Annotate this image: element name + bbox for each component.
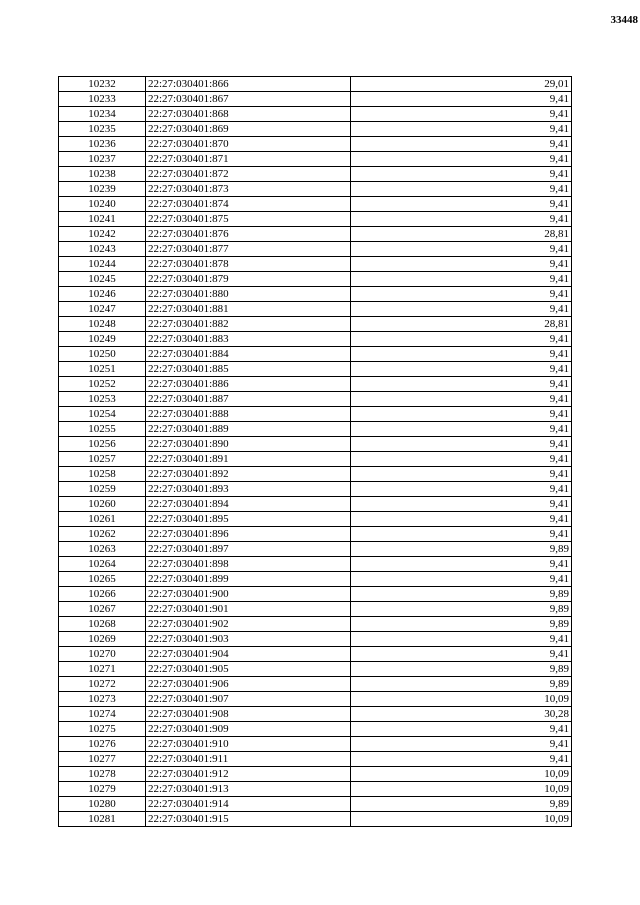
cadastral-number-cell: 22:27:030401:889 [146, 422, 351, 437]
value-cell: 9,89 [351, 677, 572, 692]
cadastral-number-cell: 22:27:030401:879 [146, 272, 351, 287]
table-row [59, 812, 572, 827]
table-row [59, 182, 572, 197]
row-number-cell: 10258 [59, 467, 146, 482]
row-number-cell: 10279 [59, 782, 146, 797]
row-number-cell: 10243 [59, 242, 146, 257]
cadastral-number-cell: 22:27:030401:874 [146, 197, 351, 212]
cadastral-number-cell: 22:27:030401:869 [146, 122, 351, 137]
value-cell: 9,41 [351, 452, 572, 467]
cadastral-number-cell: 22:27:030401:875 [146, 212, 351, 227]
cadastral-number-cell: 22:27:030401:903 [146, 632, 351, 647]
value-cell: 30,28 [351, 707, 572, 722]
table-row [59, 377, 572, 392]
cadastral-number-cell: 22:27:030401:872 [146, 167, 351, 182]
cadastral-number-cell: 22:27:030401:866 [146, 77, 351, 92]
value-cell: 9,41 [351, 287, 572, 302]
table-row [59, 677, 572, 692]
value-cell: 9,41 [351, 152, 572, 167]
cadastral-number-cell: 22:27:030401:902 [146, 617, 351, 632]
cadastral-number-cell: 22:27:030401:910 [146, 737, 351, 752]
row-number-cell: 10260 [59, 497, 146, 512]
row-number-cell: 10239 [59, 182, 146, 197]
row-number-cell: 10237 [59, 152, 146, 167]
table-row [59, 467, 572, 482]
table-row [59, 617, 572, 632]
row-number-cell: 10262 [59, 527, 146, 542]
value-cell: 9,41 [351, 92, 572, 107]
cadastral-number-cell: 22:27:030401:888 [146, 407, 351, 422]
table-row [59, 437, 572, 452]
row-number-cell: 10276 [59, 737, 146, 752]
table-row [59, 242, 572, 257]
value-cell: 9,41 [351, 437, 572, 452]
cadastral-number-cell: 22:27:030401:873 [146, 182, 351, 197]
row-number-cell: 10251 [59, 362, 146, 377]
table-row [59, 542, 572, 557]
row-number-cell: 10232 [59, 77, 146, 92]
table-row [59, 107, 572, 122]
cadastral-number-cell: 22:27:030401:871 [146, 152, 351, 167]
row-number-cell: 10244 [59, 257, 146, 272]
cadastral-number-cell: 22:27:030401:894 [146, 497, 351, 512]
table-row [59, 362, 572, 377]
row-number-cell: 10281 [59, 812, 146, 827]
value-cell: 9,41 [351, 497, 572, 512]
value-cell: 9,41 [351, 467, 572, 482]
value-cell: 9,41 [351, 512, 572, 527]
table-row [59, 752, 572, 767]
value-cell: 9,41 [351, 332, 572, 347]
table-row [59, 92, 572, 107]
row-number-cell: 10275 [59, 722, 146, 737]
row-number-cell: 10246 [59, 287, 146, 302]
value-cell: 9,41 [351, 737, 572, 752]
value-cell: 10,09 [351, 692, 572, 707]
table-row [59, 512, 572, 527]
row-number-cell: 10249 [59, 332, 146, 347]
table-row [59, 527, 572, 542]
row-number-cell: 10252 [59, 377, 146, 392]
value-cell: 9,41 [351, 482, 572, 497]
cadastral-number-cell: 22:27:030401:878 [146, 257, 351, 272]
cadastral-number-cell: 22:27:030401:915 [146, 812, 351, 827]
table-row [59, 392, 572, 407]
table-row [59, 647, 572, 662]
table-row [59, 407, 572, 422]
value-cell: 9,41 [351, 257, 572, 272]
value-cell: 9,41 [351, 197, 572, 212]
cadastral-number-cell: 22:27:030401:891 [146, 452, 351, 467]
cadastral-number-cell: 22:27:030401:890 [146, 437, 351, 452]
table-row [59, 227, 572, 242]
value-cell: 9,41 [351, 302, 572, 317]
row-number-cell: 10247 [59, 302, 146, 317]
table-row [59, 167, 572, 182]
cadastral-number-cell: 22:27:030401:898 [146, 557, 351, 572]
table-row [59, 197, 572, 212]
row-number-cell: 10242 [59, 227, 146, 242]
table-row [59, 797, 572, 812]
table-row [59, 347, 572, 362]
value-cell: 9,89 [351, 797, 572, 812]
table-body [59, 77, 572, 827]
value-cell: 28,81 [351, 227, 572, 242]
cadastral-number-cell: 22:27:030401:883 [146, 332, 351, 347]
value-cell: 9,41 [351, 392, 572, 407]
row-number-cell: 10270 [59, 647, 146, 662]
value-cell: 9,41 [351, 527, 572, 542]
value-cell: 9,41 [351, 422, 572, 437]
value-cell: 9,41 [351, 752, 572, 767]
row-number-cell: 10274 [59, 707, 146, 722]
table-row [59, 212, 572, 227]
value-cell: 9,41 [351, 632, 572, 647]
value-cell: 9,41 [351, 362, 572, 377]
row-number-cell: 10269 [59, 632, 146, 647]
cadastral-number-cell: 22:27:030401:880 [146, 287, 351, 302]
cadastral-number-cell: 22:27:030401:900 [146, 587, 351, 602]
row-number-cell: 10278 [59, 767, 146, 782]
cadastral-number-cell: 22:27:030401:913 [146, 782, 351, 797]
table-row [59, 737, 572, 752]
value-cell: 9,89 [351, 602, 572, 617]
row-number-cell: 10238 [59, 167, 146, 182]
cadastral-number-cell: 22:27:030401:907 [146, 692, 351, 707]
table-row [59, 497, 572, 512]
row-number-cell: 10261 [59, 512, 146, 527]
cadastral-number-cell: 22:27:030401:895 [146, 512, 351, 527]
row-number-cell: 10259 [59, 482, 146, 497]
cadastral-number-cell: 22:27:030401:884 [146, 347, 351, 362]
value-cell: 9,41 [351, 407, 572, 422]
row-number-cell: 10266 [59, 587, 146, 602]
value-cell: 28,81 [351, 317, 572, 332]
row-number-cell: 10268 [59, 617, 146, 632]
cadastral-number-cell: 22:27:030401:870 [146, 137, 351, 152]
table-row [59, 722, 572, 737]
table-row [59, 482, 572, 497]
table-row [59, 272, 572, 287]
page-number: 33448 [610, 14, 638, 26]
cadastral-number-cell: 22:27:030401:896 [146, 527, 351, 542]
value-cell: 9,41 [351, 557, 572, 572]
value-cell: 9,41 [351, 647, 572, 662]
value-cell: 9,41 [351, 242, 572, 257]
table-row [59, 302, 572, 317]
table-row [59, 317, 572, 332]
cadastral-number-cell: 22:27:030401:897 [146, 542, 351, 557]
row-number-cell: 10263 [59, 542, 146, 557]
row-number-cell: 10248 [59, 317, 146, 332]
value-cell: 10,09 [351, 812, 572, 827]
table-row [59, 782, 572, 797]
cadastral-number-cell: 22:27:030401:909 [146, 722, 351, 737]
row-number-cell: 10241 [59, 212, 146, 227]
value-cell: 9,41 [351, 107, 572, 122]
cadastral-number-cell: 22:27:030401:876 [146, 227, 351, 242]
row-number-cell: 10272 [59, 677, 146, 692]
table-row [59, 137, 572, 152]
table-row [59, 587, 572, 602]
value-cell: 9,41 [351, 212, 572, 227]
value-cell: 9,89 [351, 542, 572, 557]
row-number-cell: 10280 [59, 797, 146, 812]
value-cell: 9,41 [351, 572, 572, 587]
table-row [59, 332, 572, 347]
cadastral-number-cell: 22:27:030401:881 [146, 302, 351, 317]
row-number-cell: 10265 [59, 572, 146, 587]
table-row [59, 122, 572, 137]
cadastral-number-cell: 22:27:030401:904 [146, 647, 351, 662]
table-row [59, 422, 572, 437]
cadastral-number-cell: 22:27:030401:914 [146, 797, 351, 812]
value-cell: 9,89 [351, 587, 572, 602]
value-cell: 9,41 [351, 182, 572, 197]
row-number-cell: 10253 [59, 392, 146, 407]
row-number-cell: 10257 [59, 452, 146, 467]
table-row [59, 692, 572, 707]
value-cell: 9,41 [351, 722, 572, 737]
cadastral-number-cell: 22:27:030401:892 [146, 467, 351, 482]
cadastral-number-cell: 22:27:030401:912 [146, 767, 351, 782]
row-number-cell: 10273 [59, 692, 146, 707]
cadastral-number-cell: 22:27:030401:882 [146, 317, 351, 332]
row-number-cell: 10236 [59, 137, 146, 152]
cadastral-number-cell: 22:27:030401:867 [146, 92, 351, 107]
value-cell: 29,01 [351, 77, 572, 92]
table-row [59, 452, 572, 467]
table-row [59, 257, 572, 272]
value-cell: 9,41 [351, 167, 572, 182]
row-number-cell: 10256 [59, 437, 146, 452]
cadastral-number-cell: 22:27:030401:905 [146, 662, 351, 677]
value-cell: 9,41 [351, 122, 572, 137]
row-number-cell: 10245 [59, 272, 146, 287]
table-row [59, 572, 572, 587]
value-cell: 10,09 [351, 767, 572, 782]
value-cell: 9,41 [351, 137, 572, 152]
row-number-cell: 10233 [59, 92, 146, 107]
row-number-cell: 10234 [59, 107, 146, 122]
table-row [59, 287, 572, 302]
table-row [59, 557, 572, 572]
table-row [59, 632, 572, 647]
cadastral-number-cell: 22:27:030401:901 [146, 602, 351, 617]
cadastral-number-cell: 22:27:030401:886 [146, 377, 351, 392]
row-number-cell: 10254 [59, 407, 146, 422]
table-row [59, 77, 572, 92]
row-number-cell: 10240 [59, 197, 146, 212]
row-number-cell: 10271 [59, 662, 146, 677]
value-cell: 9,89 [351, 617, 572, 632]
value-cell: 10,09 [351, 782, 572, 797]
value-cell: 9,89 [351, 662, 572, 677]
row-number-cell: 10264 [59, 557, 146, 572]
row-number-cell: 10235 [59, 122, 146, 137]
row-number-cell: 10277 [59, 752, 146, 767]
cadastral-table [58, 76, 572, 827]
table-row [59, 767, 572, 782]
value-cell: 9,41 [351, 272, 572, 287]
row-number-cell: 10250 [59, 347, 146, 362]
cadastral-number-cell: 22:27:030401:908 [146, 707, 351, 722]
row-number-cell: 10255 [59, 422, 146, 437]
cadastral-number-cell: 22:27:030401:868 [146, 107, 351, 122]
cadastral-number-cell: 22:27:030401:911 [146, 752, 351, 767]
value-cell: 9,41 [351, 377, 572, 392]
cadastral-number-cell: 22:27:030401:887 [146, 392, 351, 407]
cadastral-number-cell: 22:27:030401:885 [146, 362, 351, 377]
value-cell: 9,41 [351, 347, 572, 362]
table-row [59, 662, 572, 677]
table-row [59, 602, 572, 617]
table-row [59, 707, 572, 722]
cadastral-number-cell: 22:27:030401:893 [146, 482, 351, 497]
cadastral-number-cell: 22:27:030401:877 [146, 242, 351, 257]
row-number-cell: 10267 [59, 602, 146, 617]
cadastral-number-cell: 22:27:030401:899 [146, 572, 351, 587]
table-row [59, 152, 572, 167]
cadastral-number-cell: 22:27:030401:906 [146, 677, 351, 692]
